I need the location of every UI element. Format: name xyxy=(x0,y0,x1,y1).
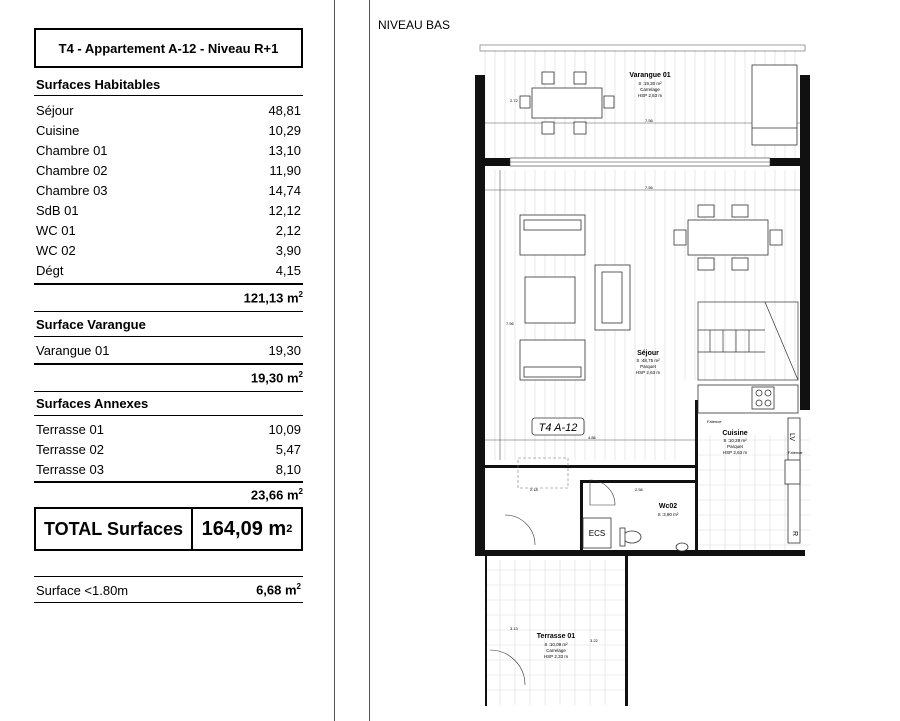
habitable-label: Chambre 03 xyxy=(36,182,108,198)
habitable-row xyxy=(36,200,301,220)
panel-border xyxy=(369,0,370,721)
svg-text:S :19,30 m²: S :19,30 m² xyxy=(638,81,662,86)
habitable-label: WC 02 xyxy=(36,242,76,258)
apartment-title: T4 - Appartement A-12 - Niveau R+1 xyxy=(34,28,303,68)
annexe-value: 8,10 xyxy=(275,461,301,477)
divider xyxy=(34,391,303,392)
habitables-heading: Surfaces Habitables xyxy=(36,77,161,92)
svg-text:HSP 2,33 m: HSP 2,33 m xyxy=(543,654,569,659)
habitable-value: 11,90 xyxy=(269,162,301,178)
habitable-label: WC 01 xyxy=(36,222,76,238)
svg-text:Carrelage: Carrelage xyxy=(640,87,660,92)
surfaces-panel xyxy=(0,0,335,721)
habitable-row xyxy=(36,100,301,120)
dim-label: 4.86 xyxy=(588,435,596,440)
svg-text:Terrasse 01: Terrasse 01 xyxy=(536,633,576,640)
svg-text:Wc02: Wc02 xyxy=(658,503,678,510)
svg-text:T4 A-12: T4 A-12 xyxy=(538,422,578,434)
habitable-value: 3,90 xyxy=(275,242,301,258)
habitable-row xyxy=(36,240,301,260)
unit-tag xyxy=(532,418,584,435)
annexe-label: Terrasse 01 xyxy=(36,421,104,437)
terrace-edge xyxy=(485,556,487,706)
svg-text:S :3,90 m²: S :3,90 m² xyxy=(657,512,679,517)
varangue-hatch xyxy=(485,50,795,160)
wall-wc xyxy=(580,480,583,555)
annexe-row xyxy=(36,439,301,459)
varangue-label xyxy=(629,72,670,98)
niveau-label: NIVEAU BAS xyxy=(378,18,451,32)
svg-text:Faïence: Faïence xyxy=(788,450,803,455)
annexe-row xyxy=(36,459,301,479)
railing xyxy=(480,45,805,51)
svg-text:HSP 2,63 m: HSP 2,63 m xyxy=(637,93,663,98)
total-surfaces-box xyxy=(34,507,303,551)
divider xyxy=(34,481,303,483)
annexe-label: Terrasse 03 xyxy=(36,461,104,477)
habitables-total: 121,13 $m^2$ xyxy=(243,290,303,306)
divider xyxy=(34,336,303,337)
wc02-label xyxy=(658,503,679,517)
wall-right xyxy=(800,75,810,410)
sofa xyxy=(520,215,630,380)
habitable-label: Cuisine xyxy=(36,122,80,138)
door-swing xyxy=(590,480,615,505)
wall-left xyxy=(475,75,485,550)
habitable-row xyxy=(36,180,301,200)
habitable-row xyxy=(36,140,301,160)
svg-text:R: R xyxy=(791,531,798,537)
sejour-label xyxy=(636,350,660,375)
wall-kitchen xyxy=(695,400,698,550)
dim-label: 3.13 xyxy=(510,626,518,631)
habitable-row xyxy=(36,260,301,280)
divider xyxy=(34,415,303,416)
varangue-dining-table xyxy=(520,72,614,134)
divider xyxy=(34,311,303,312)
varangue-label: Varangue 01 xyxy=(36,342,110,358)
habitable-value: 12,12 xyxy=(268,202,301,218)
habitable-label: SdB 01 xyxy=(36,202,79,218)
habitable-value: 48,81 xyxy=(268,102,301,118)
varangue-value: 19,30 xyxy=(268,342,301,358)
dim-label: 3.22 xyxy=(590,638,598,643)
svg-text:Faïence: Faïence xyxy=(707,419,722,424)
svg-text:S :48,75 m²: S :48,75 m² xyxy=(636,358,660,363)
svg-text:Parquet: Parquet xyxy=(727,444,743,449)
wall-wc-top xyxy=(583,480,695,483)
habitable-label: Chambre 01 xyxy=(36,142,108,158)
dashed-outline xyxy=(518,458,568,488)
surface-low-row xyxy=(36,580,301,600)
sun-lounger xyxy=(752,65,797,145)
ecs-unit xyxy=(583,518,611,548)
svg-text:Carrelage: Carrelage xyxy=(546,648,566,653)
habitable-row xyxy=(36,120,301,140)
panel-border xyxy=(334,0,335,721)
habitable-row xyxy=(36,220,301,240)
annexe-row xyxy=(36,419,301,439)
habitable-label: Dégt xyxy=(36,262,64,278)
habitable-row xyxy=(36,160,301,180)
dim-label: 2.18 xyxy=(530,487,538,492)
habitable-value: 2,12 xyxy=(275,222,301,238)
varangue-row xyxy=(36,340,301,360)
floor-plan xyxy=(470,40,810,710)
dim-label: 2.56 xyxy=(635,487,643,492)
divider xyxy=(34,602,303,603)
habitable-value: 10,29 xyxy=(268,122,301,138)
svg-text:S :10,09 m²: S :10,09 m² xyxy=(544,642,568,647)
habitable-value: 4,15 xyxy=(275,262,301,278)
svg-text:S :10,29 m²: S :10,29 m² xyxy=(723,438,747,443)
terrasse-label xyxy=(537,633,576,659)
svg-text:HSP 2,63 m: HSP 2,63 m xyxy=(722,450,748,455)
door-swing xyxy=(490,650,525,685)
annexe-value: 10,09 xyxy=(268,421,301,437)
wall-sejour-south xyxy=(485,465,695,468)
total-surfaces-value: 164,09 m 2 xyxy=(201,517,293,540)
divider xyxy=(34,95,303,96)
varangue-total: 19,30 $m^2$ xyxy=(250,370,303,386)
wall-south xyxy=(475,550,805,556)
dim-label: 7.56 xyxy=(645,185,653,190)
toilet xyxy=(620,528,688,551)
annexes-total: 23,66 $m^2$ xyxy=(250,487,303,503)
annexe-value: 5,47 xyxy=(275,441,301,457)
terrace-wall xyxy=(625,556,628,706)
annexe-label: Terrasse 02 xyxy=(36,441,104,457)
divider xyxy=(34,576,303,577)
varangue-heading: Surface Varangue xyxy=(36,317,146,332)
dim-label: 7.56 xyxy=(645,118,653,123)
divider xyxy=(34,283,303,285)
dim-label: 7.56 xyxy=(506,321,514,326)
habitable-label: Chambre 02 xyxy=(36,162,108,178)
svg-text:Cuisine: Cuisine xyxy=(722,430,748,437)
svg-text:Parquet: Parquet xyxy=(640,364,656,369)
surface-low-label: Surface <1.80m xyxy=(36,582,129,598)
annexes-heading: Surfaces Annexes xyxy=(36,396,149,411)
surface-low-value: 6,68 $m^2$ xyxy=(256,582,301,598)
total-surfaces-label: TOTAL Surfaces xyxy=(36,509,193,549)
svg-text:Séjour: Séjour xyxy=(637,350,659,357)
habitable-label: Séjour xyxy=(36,102,74,118)
door-swing xyxy=(505,515,535,545)
svg-text:HSP 2,63 m: HSP 2,63 m xyxy=(635,370,661,375)
staircase xyxy=(698,302,798,380)
dim-label: 2.72 xyxy=(510,98,518,103)
svg-text:ECS: ECS xyxy=(588,529,606,538)
tile-grid xyxy=(485,435,810,705)
habitable-value: 13,10 xyxy=(268,142,301,158)
divider xyxy=(34,363,303,365)
dining-table xyxy=(674,205,782,270)
svg-text:LV: LV xyxy=(788,433,795,442)
svg-text:Varangue 01: Varangue 01 xyxy=(629,72,671,79)
habitable-value: 14,74 xyxy=(268,182,301,198)
